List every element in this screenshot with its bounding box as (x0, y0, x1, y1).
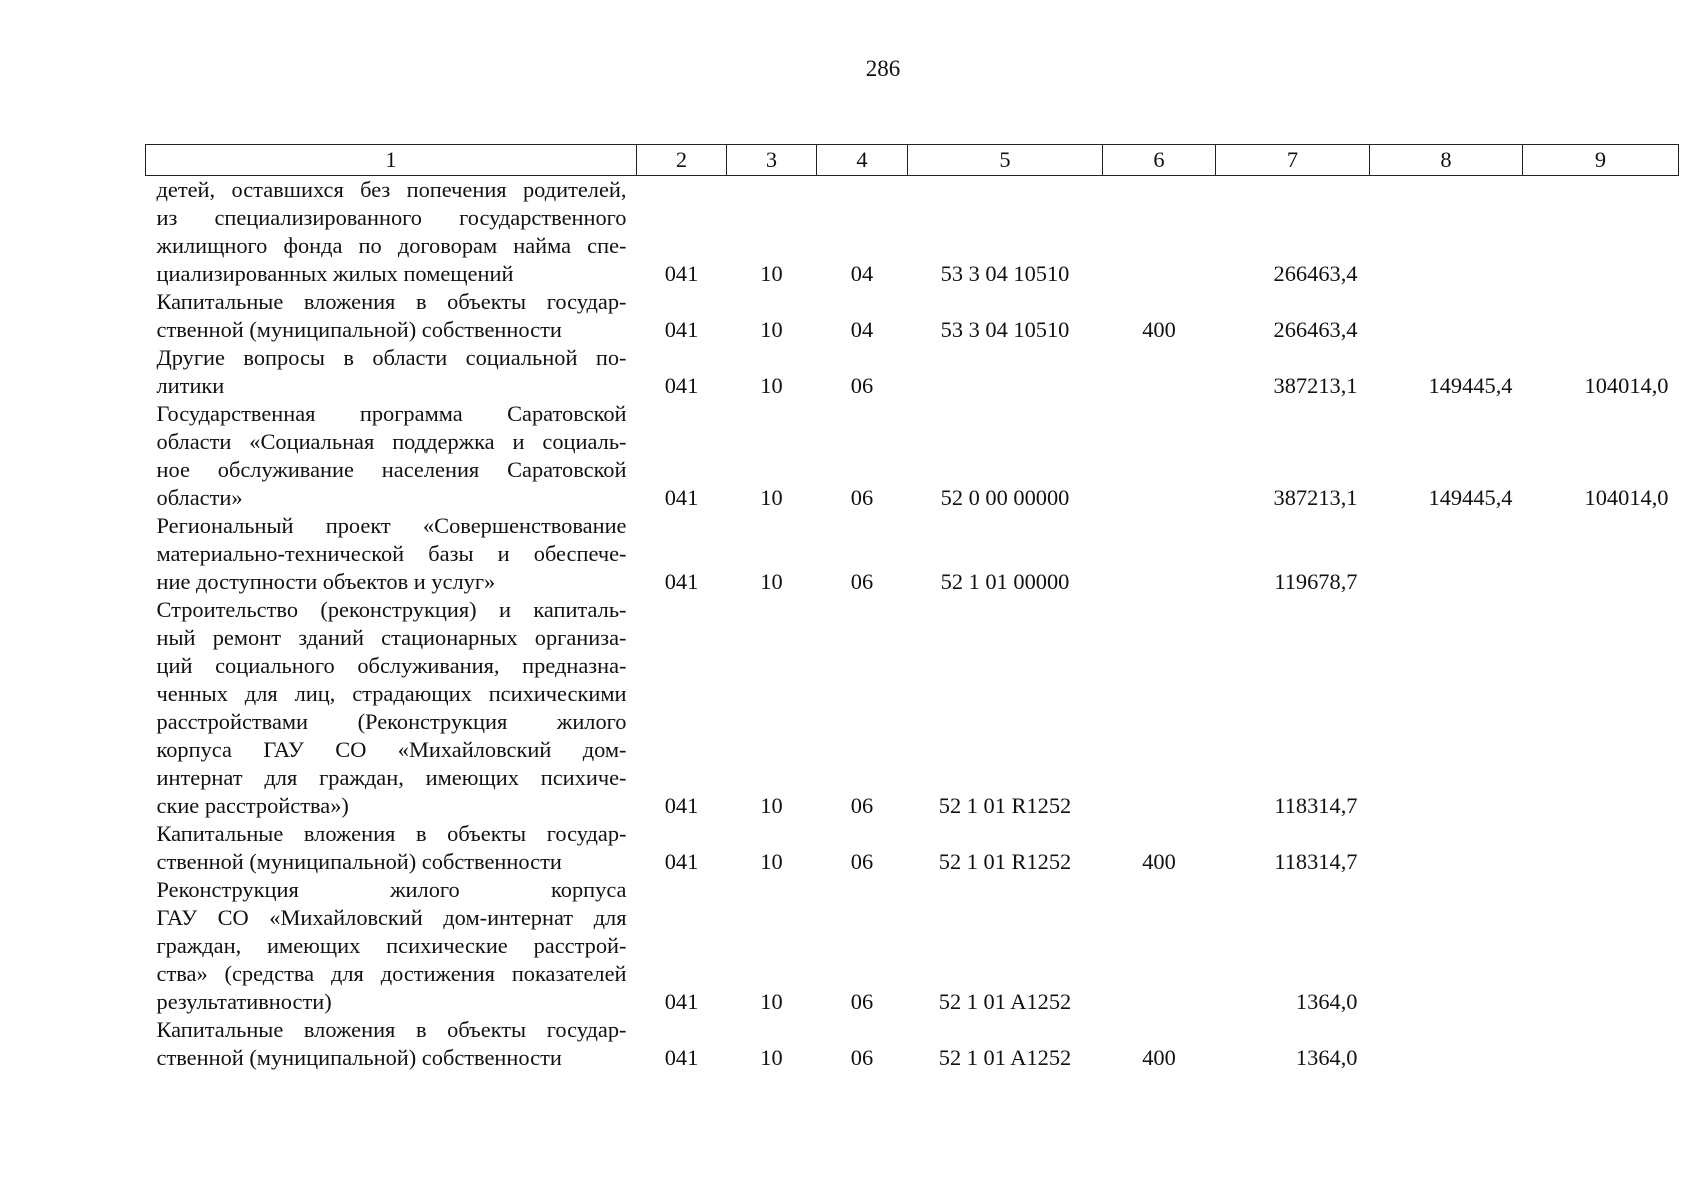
row-target-article: 53 3 04 10510 (940, 317, 1070, 342)
description-line: ГАУ СО «Михайловский дом-интернат для (156, 905, 627, 930)
description-line: результативности) (156, 989, 332, 1014)
row-expense-type (1103, 400, 1216, 512)
row-amount-col8 (1370, 176, 1523, 289)
row-amount-col8 (1370, 876, 1523, 1016)
row-description (146, 344, 637, 400)
row-amount-col8: 149445,4 (1428, 485, 1513, 510)
row-section-code: 10 (760, 569, 783, 594)
row-amount-col9 (1523, 596, 1679, 820)
row-ministry-code: 041 (664, 1045, 699, 1070)
description-line: интернат для граждан, имеющих психиче- (156, 765, 627, 790)
table-row (146, 820, 1679, 876)
row-ministry-code: 041 (664, 317, 699, 342)
header-col-4: 4 (817, 145, 908, 176)
row-target-article: 52 1 01 A1252 (938, 1045, 1072, 1070)
row-expense-type (1103, 512, 1216, 596)
header-col-8: 8 (1370, 145, 1523, 176)
description-line: литики (156, 373, 225, 398)
header-col-3: 3 (727, 145, 817, 176)
row-ministry-code: 041 (664, 569, 699, 594)
description-line: ченных для лиц, страдающих психическими (156, 681, 627, 706)
description-line: корпуса ГАУ СО «Михайловский дом- (156, 737, 627, 762)
row-expense-type: 400 (1142, 1045, 1176, 1070)
row-section-code: 10 (760, 373, 783, 398)
row-amount-col7: 118314,7 (1274, 793, 1358, 818)
row-amount-col7: 1364,0 (1295, 1045, 1358, 1070)
row-expense-type (1103, 176, 1216, 289)
row-subsection-code: 04 (850, 261, 874, 286)
row-section-code: 10 (760, 849, 783, 874)
row-ministry-code: 041 (664, 373, 699, 398)
row-amount-col8 (1370, 820, 1523, 876)
row-amount-col9 (1523, 1016, 1679, 1072)
description-line: ственной (муниципальной) собственности (156, 849, 562, 874)
row-amount-col7: 266463,4 (1273, 317, 1358, 342)
description-line: области» (156, 485, 243, 510)
description-line: детей, оставшихся без попечения родителей, (156, 177, 627, 202)
table-row (146, 176, 1679, 289)
row-amount-col9 (1523, 876, 1679, 1016)
row-target-article: 52 1 01 R1252 (938, 849, 1072, 874)
row-description (146, 400, 637, 512)
row-amount-col7: 118314,7 (1274, 849, 1358, 874)
row-section-code: 10 (760, 989, 783, 1014)
row-description (146, 288, 637, 344)
description-line: Другие вопросы в области социальной по- (156, 345, 627, 370)
row-expense-type (1103, 344, 1216, 400)
table-row (146, 288, 1679, 344)
description-line: ное обслуживание населения Саратовской (156, 457, 627, 482)
row-subsection-code: 06 (850, 989, 874, 1014)
table-row (146, 400, 1679, 512)
row-description (146, 596, 637, 820)
description-line: Капитальные вложения в объекты государ- (156, 821, 627, 846)
description-line: граждан, имеющих психические расстрой- (156, 933, 627, 958)
description-line: ства» (средства для достижения показателей (156, 961, 627, 986)
row-subsection-code: 06 (850, 849, 874, 874)
header-col-5: 5 (908, 145, 1103, 176)
header-col-9: 9 (1523, 145, 1679, 176)
row-description (146, 176, 637, 289)
table-body (146, 176, 1679, 1073)
row-amount-col7: 119678,7 (1274, 569, 1358, 594)
row-description (146, 1016, 637, 1072)
description-line: ственной (муниципальной) собственности (156, 1045, 562, 1070)
row-expense-type: 400 (1142, 317, 1176, 342)
row-ministry-code: 041 (664, 849, 699, 874)
row-subsection-code: 06 (850, 373, 874, 398)
description-line: циализированных жилых помещений (156, 261, 514, 286)
table-row (146, 344, 1679, 400)
row-section-code: 10 (760, 485, 783, 510)
table-row (146, 1016, 1679, 1072)
table-row (146, 876, 1679, 1016)
row-subsection-code: 06 (850, 793, 874, 818)
row-description (146, 512, 637, 596)
row-subsection-code: 06 (850, 569, 874, 594)
description-line: Капитальные вложения в объекты государ- (156, 1017, 627, 1042)
row-amount-col7: 1364,0 (1295, 989, 1358, 1014)
row-section-code: 10 (760, 1045, 783, 1070)
row-section-code: 10 (760, 793, 783, 818)
row-ministry-code: 041 (664, 793, 699, 818)
description-line: ций социального обслуживания, предназна- (156, 653, 627, 678)
row-amount-col7: 387213,1 (1273, 373, 1358, 398)
row-amount-col8 (1370, 1016, 1523, 1072)
row-section-code: 10 (760, 317, 783, 342)
row-amount-col8 (1370, 596, 1523, 820)
description-line: ный ремонт зданий стационарных организа- (156, 625, 627, 650)
row-target-article: 52 1 01 R1252 (938, 793, 1072, 818)
row-expense-type (1103, 876, 1216, 1016)
row-target-article (908, 344, 1103, 400)
row-amount-col9: 104014,0 (1584, 373, 1669, 398)
table-header (146, 145, 1679, 176)
description-line: Реконструкция жилого корпуса (156, 877, 627, 902)
table-row (146, 596, 1679, 820)
row-ministry-code: 041 (664, 989, 699, 1014)
row-target-article: 52 1 01 00000 (940, 569, 1070, 594)
row-target-article: 52 1 01 A1252 (938, 989, 1072, 1014)
row-subsection-code: 06 (850, 1045, 874, 1070)
row-amount-col9 (1523, 820, 1679, 876)
row-expense-type: 400 (1142, 849, 1176, 874)
row-ministry-code: 041 (664, 485, 699, 510)
row-amount-col7: 266463,4 (1273, 261, 1358, 286)
page-number: 286 (865, 56, 901, 81)
description-line: из специализированного государственного (156, 205, 627, 230)
header-col-2: 2 (637, 145, 727, 176)
row-description (146, 876, 637, 1016)
row-amount-col7: 387213,1 (1273, 485, 1358, 510)
row-amount-col9 (1523, 176, 1679, 289)
description-line: ские расстройства») (156, 793, 349, 818)
header-row (146, 145, 1679, 176)
header-col-6: 6 (1103, 145, 1216, 176)
description-line: ние доступности объектов и услуг» (156, 569, 496, 594)
row-amount-col8: 149445,4 (1428, 373, 1513, 398)
row-target-article: 53 3 04 10510 (940, 261, 1070, 286)
description-line: ственной (муниципальной) собственности (156, 317, 562, 342)
description-line: Государственная программа Саратовской (156, 401, 627, 426)
row-amount-col9: 104014,0 (1584, 485, 1669, 510)
row-amount-col9 (1523, 512, 1679, 596)
description-line: расстройствами (Реконструкция жилого (156, 709, 627, 734)
description-line: Капитальные вложения в объекты государ- (156, 289, 627, 314)
description-line: жилищного фонда по договорам найма спе- (156, 233, 627, 258)
description-line: материально-технической базы и обеспече- (156, 541, 627, 566)
row-amount-col8 (1370, 288, 1523, 344)
row-ministry-code: 041 (664, 261, 699, 286)
description-line: области «Социальная поддержка и социаль- (156, 429, 627, 454)
row-subsection-code: 04 (850, 317, 874, 342)
description-line: Региональный проект «Совершенствование (156, 513, 627, 538)
header-col-1: 1 (146, 145, 637, 176)
row-amount-col9 (1523, 288, 1679, 344)
header-col-7: 7 (1216, 145, 1370, 176)
row-amount-col8 (1370, 512, 1523, 596)
row-target-article: 52 0 00 00000 (940, 485, 1070, 510)
description-line: Строительство (реконструкция) и капиталь- (156, 597, 627, 622)
row-section-code: 10 (760, 261, 783, 286)
row-description (146, 820, 637, 876)
budget-table (145, 144, 1679, 1072)
row-expense-type (1103, 596, 1216, 820)
row-subsection-code: 06 (850, 485, 874, 510)
table-row (146, 512, 1679, 596)
